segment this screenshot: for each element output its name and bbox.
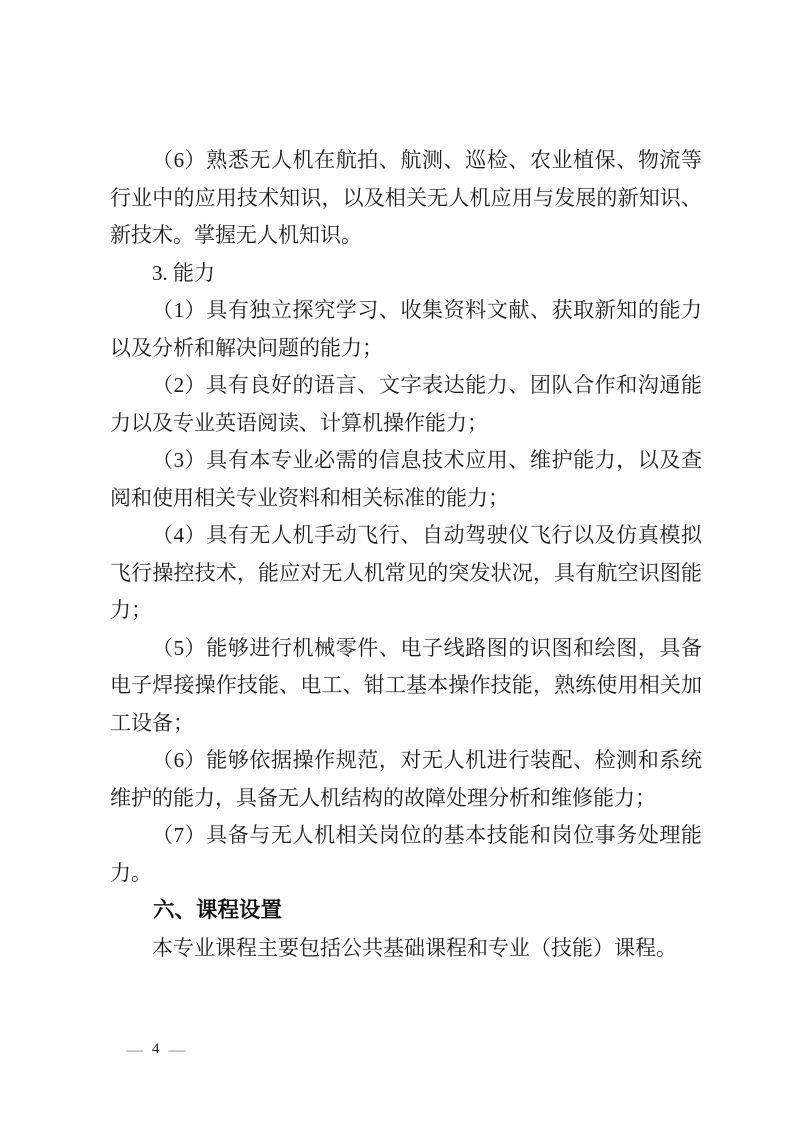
document-body <box>110 142 702 967</box>
page-footer <box>126 1041 186 1058</box>
page-number: 4 <box>152 1041 160 1057</box>
paragraph-course-intro: 本专业课程主要包括公共基础课程和专业（技能）课程。 <box>152 935 677 960</box>
paragraph-ability-subheading: 3. 能力 <box>152 260 215 285</box>
paragraph-ability-5: （5）能够进行机械零件、电子线路图的识图和绘图，具备电子焊接操作技能、电工、钳工基本操作技能，熟练使用相关加工设备； <box>110 635 702 735</box>
footer-dash-right: — <box>168 1040 186 1059</box>
paragraph-ability-6: （6）能够依据操作规范，对无人机进行装配、检测和系统维护的能力，具备无人机结构的故障处理分析和维修能力； <box>110 748 702 810</box>
paragraph-ability-1: （1）具有独立探究学习、收集资料文献、获取新知的能力以及分析和解决问题的能力； <box>110 298 702 360</box>
paragraph-ability-3: （3）具有本专业必需的信息技术应用、维护能力，以及查阅和使用相关专业资料和相关标准的能力； <box>110 448 702 510</box>
footer-dash-left: — <box>126 1040 143 1059</box>
section-heading-course-setup: 六、课程设置 <box>153 898 283 922</box>
paragraph-ability-2: （2）具有良好的语言、文字表达能力、团队合作和沟通能力以及专业英语阅读、计算机操作能力； <box>110 373 702 435</box>
paragraph-knowledge-item-6: （6）熟悉无人机在航拍、航测、巡检、农业植保、物流等行业中的应用技术知识，以及相关无人机应用与发展的新知识、新技术。掌握无人机知识。 <box>110 148 702 247</box>
paragraph-ability-4: （4）具有无人机手动飞行、自动驾驶仪飞行以及仿真模拟飞行操控技术，能应对无人机常见的突发状况，具有航空识图能力； <box>110 523 702 622</box>
paragraph-ability-7: （7）具备与无人机相关岗位的基本技能和岗位事务处理能力。 <box>110 823 702 885</box>
